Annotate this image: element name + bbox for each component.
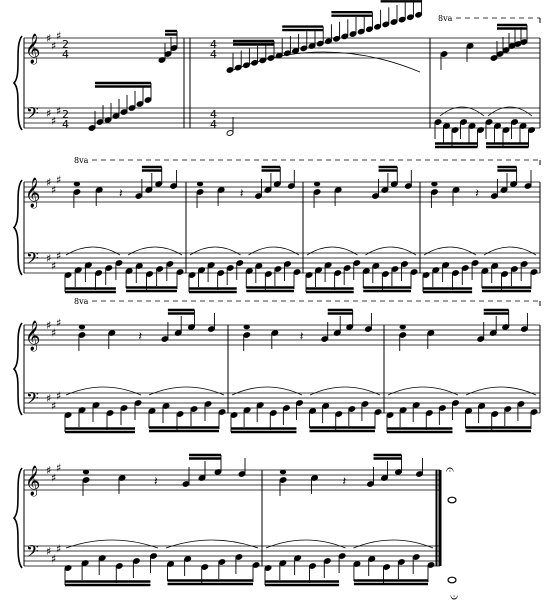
sharp-sign: ♯: [46, 32, 52, 45]
sharp-sign: ♯: [46, 252, 52, 265]
brace: [14, 323, 22, 415]
slur: [354, 540, 434, 548]
fermata: 𝄐: [446, 462, 454, 478]
fermata: 𝄐: [450, 589, 458, 605]
sharp-sign: ♯: [51, 259, 57, 273]
notehead: [197, 182, 203, 187]
whole-note: [448, 577, 456, 583]
slur: [249, 247, 300, 255]
system-1: [14, 0, 540, 147]
sharp-sign: ♯: [51, 114, 57, 128]
slur: [366, 247, 417, 255]
slur: [310, 387, 380, 395]
notehead: [314, 182, 320, 187]
slur: [149, 387, 224, 395]
slur: [424, 247, 476, 255]
whole-note: [448, 497, 456, 503]
ottava-mark: 8va: [438, 14, 453, 23]
slur: [166, 540, 258, 548]
sharp-sign: ♯: [56, 173, 62, 187]
bass-clef: 𝄢: [26, 103, 39, 127]
eighth-rest: 𝄽: [119, 186, 123, 200]
slur: [307, 247, 358, 255]
brace: [14, 36, 22, 130]
sharp-sign: ♯: [56, 316, 62, 330]
sharp-sign: ♯: [56, 389, 62, 403]
sharp-sign: ♯: [51, 552, 57, 566]
eighth-rest: 𝄽: [154, 474, 158, 488]
sharp-sign: ♯: [56, 461, 62, 475]
time-sig-num: 4: [210, 108, 217, 121]
treble-clef: 𝄞: [25, 321, 41, 351]
notehead: [79, 325, 85, 330]
bass-clef: 𝄢: [26, 541, 39, 565]
notehead: [431, 182, 437, 187]
time-sig-num: 2: [62, 38, 69, 51]
slur: [484, 247, 536, 255]
sharp-sign: ♯: [51, 183, 57, 197]
notehead: [244, 325, 250, 330]
slur: [66, 247, 120, 255]
eighth-rest: 𝄽: [342, 474, 347, 488]
sharp-sign: ♯: [46, 319, 52, 332]
sharp-sign: ♯: [46, 464, 52, 477]
eighth-rest: 𝄽: [475, 186, 479, 200]
sharp-sign: ♯: [46, 392, 52, 405]
ottava-mark: 8va: [74, 297, 89, 306]
eighth-rest: 𝄽: [239, 186, 244, 200]
ottava-mark: 8va: [74, 156, 89, 165]
bass-clef: 𝄢: [26, 388, 39, 412]
sharp-sign: ♯: [51, 471, 57, 485]
treble-clef: 𝄞: [25, 466, 41, 496]
notehead: [83, 470, 89, 475]
sharp-sign: ♯: [46, 107, 52, 120]
time-sig-den: 4: [210, 48, 217, 61]
time-sig-den: 4: [62, 48, 69, 61]
brace: [14, 468, 22, 568]
slur: [466, 387, 536, 395]
slur: [66, 540, 158, 548]
time-sig-num: 4: [210, 38, 217, 51]
treble-clef: 𝄞: [25, 178, 41, 208]
notehead: [280, 470, 286, 475]
treble-clef: 𝄞: [25, 34, 41, 64]
time-sig-den: 4: [210, 118, 217, 131]
slur: [266, 540, 346, 548]
sharp-sign: ♯: [46, 545, 52, 558]
sharp-sign: ♯: [56, 104, 62, 118]
system-4: [14, 455, 458, 605]
sharp-sign: ♯: [56, 542, 62, 556]
slur: [66, 387, 141, 395]
eighth-rest: 𝄽: [299, 329, 304, 343]
bass-clef: 𝄢: [26, 248, 39, 272]
notehead: [74, 182, 80, 187]
sharp-sign: ♯: [56, 249, 62, 263]
time-sig-den: 4: [62, 118, 69, 131]
sharp-sign: ♯: [56, 29, 62, 43]
sharp-sign: ♯: [51, 399, 57, 413]
eighth-rest: 𝄽: [138, 329, 143, 343]
sharp-sign: ♯: [51, 326, 57, 340]
slur: [128, 247, 182, 255]
slur: [232, 387, 302, 395]
sharp-sign: ♯: [51, 39, 57, 53]
slur: [228, 52, 420, 72]
sharp-sign: ♯: [46, 176, 52, 189]
system-3: [14, 297, 540, 432]
system-2: [14, 156, 540, 292]
time-sig-num: 2: [62, 108, 69, 121]
brace: [14, 180, 22, 275]
slur: [388, 387, 458, 395]
slur: [190, 247, 241, 255]
notehead: [400, 325, 406, 330]
